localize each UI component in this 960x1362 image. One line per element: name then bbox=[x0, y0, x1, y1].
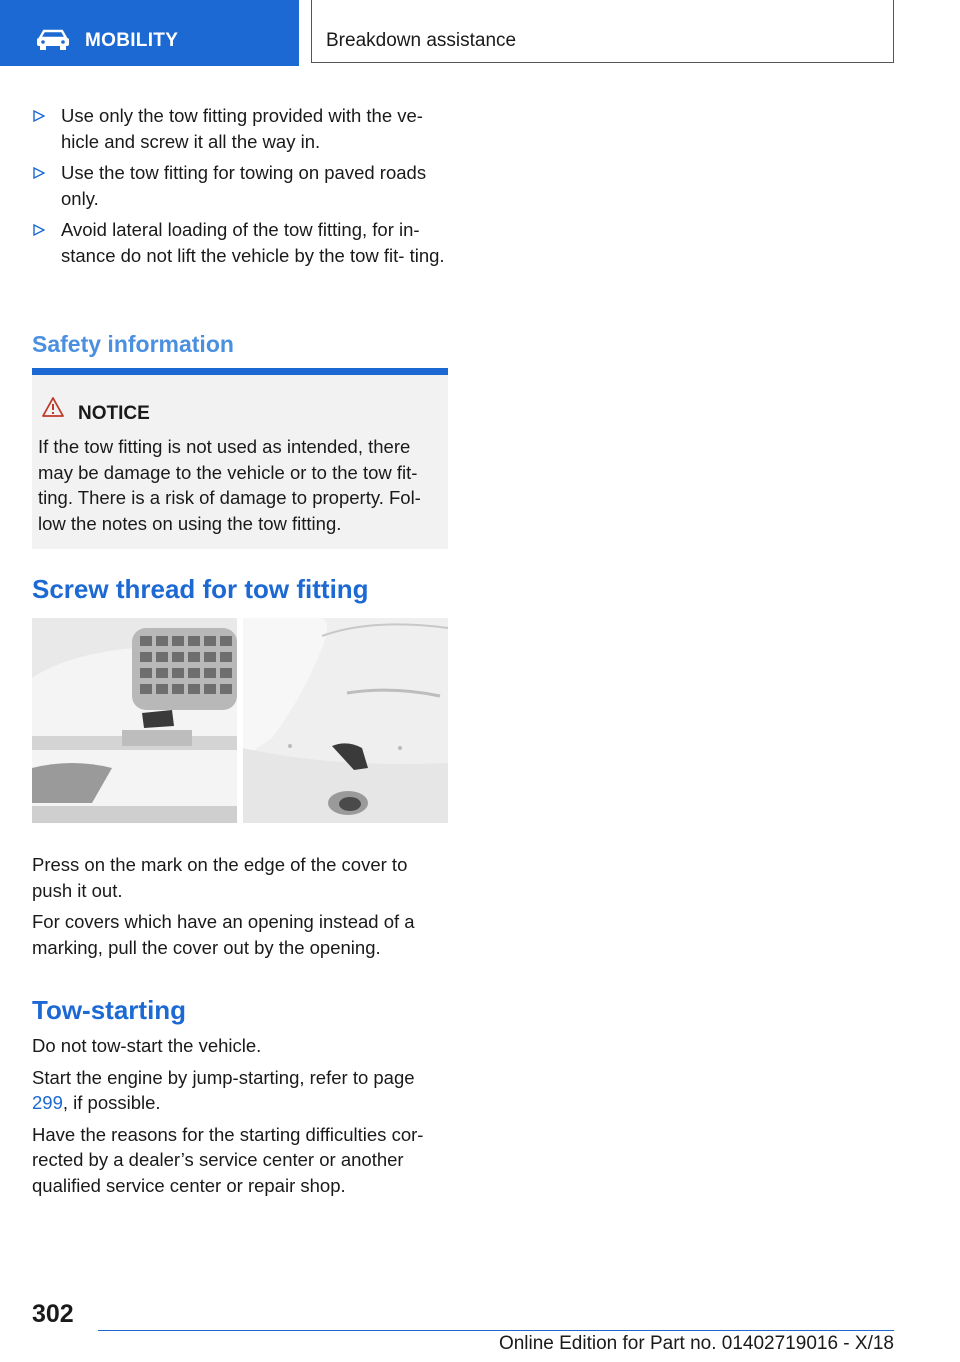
notice-box bbox=[32, 368, 448, 549]
screw-thread-text bbox=[32, 852, 448, 966]
paragraph: Have the reasons for the starting difficulties cor‐ rected by a dealer’s service center or another qualified service center or repair shop. bbox=[32, 1123, 424, 1196]
tow-starting-heading: Tow-starting bbox=[32, 995, 187, 1025]
tow-fitting-cover-illustration bbox=[32, 618, 448, 823]
paragraph: Start the engine by jump-starting, refer to page 299, if possible. bbox=[32, 1066, 415, 1113]
triangle-bullet-icon bbox=[33, 110, 45, 122]
section-tab[interactable] bbox=[0, 0, 299, 66]
list-item: Use the tow fitting for towing on paved roads only. bbox=[32, 160, 448, 211]
warning-icon bbox=[42, 397, 64, 417]
chapter-header bbox=[311, 0, 894, 63]
bullet-list bbox=[32, 103, 448, 274]
section-label: MOBILITY bbox=[85, 30, 179, 51]
tow-starting-text bbox=[32, 1033, 448, 1204]
triangle-bullet-icon bbox=[33, 167, 45, 179]
list-item: Avoid lateral loading of the tow fitting, for in‐ stance do not lift the vehicle by the tow fit‐ ting. bbox=[32, 217, 448, 268]
notice-text: If the tow fitting is not used as intended, there may be damage to the vehicle or to the tow fit‐ ting. There is a risk of damage to property. Fol‐ low the notes on using the tow fitting. bbox=[38, 436, 421, 534]
safety-heading: Safety information bbox=[32, 331, 234, 357]
edition-footer: Online Edition for Part no. 01402719016 - X/18 bbox=[498, 1333, 894, 1354]
page-link[interactable]: 299 bbox=[32, 1092, 63, 1113]
screw-thread-heading: Screw thread for tow fitting bbox=[32, 574, 369, 604]
page-number: 302 bbox=[32, 1300, 74, 1328]
car-icon bbox=[36, 29, 70, 51]
paragraph: Do not tow-start the vehicle. bbox=[32, 1035, 262, 1056]
list-item: Use only the tow fitting provided with the ve‐ hicle and screw it all the way in. bbox=[32, 103, 448, 154]
notice-title: NOTICE bbox=[78, 403, 150, 424]
footer-divider bbox=[98, 1330, 894, 1331]
paragraph: Press on the mark on the edge of the cover to push it out. bbox=[32, 854, 408, 901]
paragraph: For covers which have an opening instead of a marking, pull the cover out by the opening. bbox=[32, 911, 415, 958]
triangle-bullet-icon bbox=[33, 224, 45, 236]
chapter-title: Breakdown assistance bbox=[326, 30, 517, 51]
